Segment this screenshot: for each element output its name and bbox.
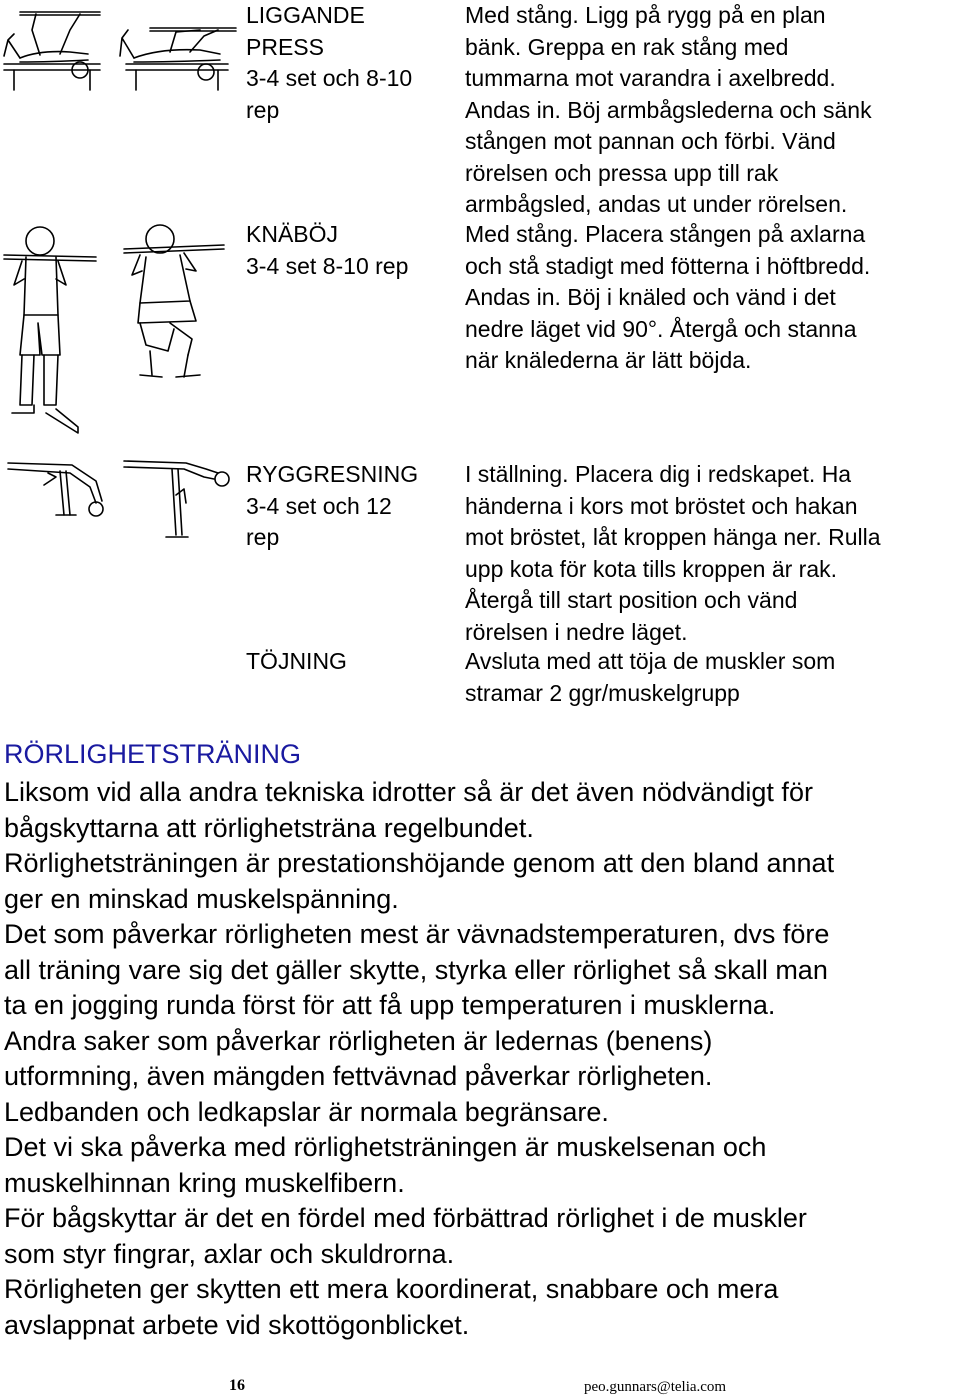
back-extension-illustration bbox=[0, 455, 240, 555]
paragraph: Det som påverkar rörligheten mest är vävnadstemperaturen, dvs före all träning vare sig det gäller skytte, styrka eller rörlighet så skall man ta en jogging runda först för att få upp temperaturen i musklerna. bbox=[4, 919, 830, 1020]
footer-email: peo.gunnars@telia.com bbox=[584, 1379, 727, 1395]
lying-press-illustration bbox=[0, 0, 240, 100]
exercise-name-lying-press: LIGGANDE PRESS 3-4 set och 8-10 rep bbox=[246, 2, 413, 123]
exercise-name-squat: KNÄBÖJ 3-4 set 8-10 rep bbox=[246, 221, 409, 279]
page-number: 16 bbox=[229, 1377, 245, 1394]
section-title: RÖRLIGHETSTRÄNING bbox=[4, 739, 302, 769]
exercise-name-stretching: TÖJNING bbox=[246, 648, 347, 674]
paragraph: Rörligheten ger skytten ett mera koordinerat, snabbare och mera avslappnat arbete vid skottögonblicket. bbox=[4, 1274, 779, 1340]
exercise-description-squat: Med stång. Placera stången på axlarna och stå stadigt med fötterna i höftbredd. Andas in. Böj i knäled och vänd i det nedre läget vid 90°. Återgå och stanna när knälederna är lätt böjda. bbox=[465, 221, 871, 373]
exercise-description-stretching: Avsluta med att töja de muskler som stramar 2 ggr/muskelgrupp bbox=[465, 648, 836, 706]
paragraph: Andra saker som påverkar rörligheten är ledernas (benens) utformning, även mängden fettvävnad påverkar rörligheten. bbox=[4, 1025, 713, 1091]
paragraph: För bågskyttar är det en fördel med förbättrad rörlighet i de muskler som styr fingrar, axlar och skuldrorna. bbox=[4, 1203, 807, 1269]
exercise-description-lying-press: Med stång. Ligg på rygg på en plan bänk. Greppa en rak stång med tummarna mot varandra i axelbredd. Andas in. Böj armbågslederna och sänk stången mot pannan och förbi. Vänd rörelsen och pressa upp till rak armbågsled, andas ut under rörelsen. bbox=[465, 2, 872, 217]
paragraph: Rörlighetsträningen är prestationshöjande genom att den bland annat ger en minskad muskelspänning. bbox=[4, 848, 835, 914]
paragraph: Det vi ska påverka med rörlighetsträningen är muskelsenan och muskelhinnan kring muskelfibern. bbox=[4, 1132, 767, 1198]
exercise-description-back-extension: I ställning. Placera dig i redskapet. Ha händerna i kors mot bröstet och hakan mot bröstet, låt kroppen hänga ner. Rulla upp kota för kota tills kroppen är rak. Återgå till start position och vänd rörelsen i nedre läget. bbox=[465, 461, 881, 645]
section-body bbox=[4, 775, 960, 1343]
exercise-name-back-extension: RYGGRESNING 3-4 set och 12 rep bbox=[246, 461, 419, 550]
paragraph: Ledbanden och ledkapslar är normala begränsare. bbox=[4, 1096, 609, 1127]
paragraph: Liksom vid alla andra tekniska idrotter så är det även nödvändigt för bågskyttarna att rörlighetsträna regelbundet. bbox=[4, 777, 813, 843]
squat-illustration bbox=[0, 205, 240, 445]
